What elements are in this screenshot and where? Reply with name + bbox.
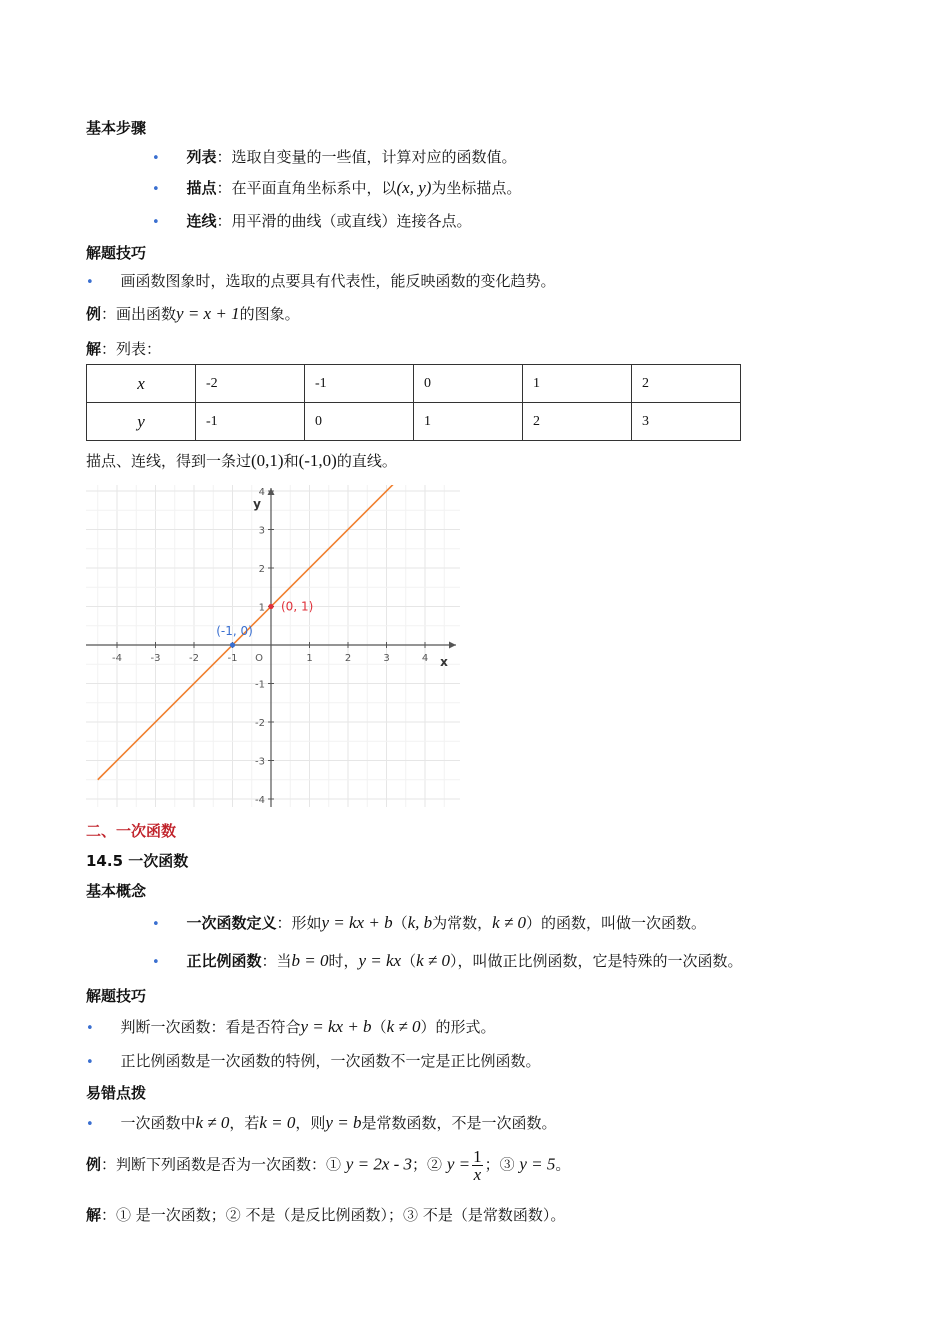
tip-text: 画函数图象时，选取的点要具有代表性，能反映函数的变化趋势。 bbox=[120, 272, 556, 290]
step-text: 为坐标描点。 bbox=[431, 179, 522, 197]
math-formula: k ≠ 0 bbox=[195, 1113, 230, 1132]
table-row bbox=[87, 403, 741, 441]
math-formula: y = bbox=[446, 1154, 471, 1174]
text: （ bbox=[401, 952, 417, 970]
x-tick-label: 3 bbox=[383, 653, 390, 664]
y-tick-label: -3 bbox=[255, 756, 265, 768]
concept-title: 正比例函数 bbox=[186, 952, 262, 970]
x-tick-label: -2 bbox=[189, 653, 199, 664]
table-header-cell: y bbox=[87, 403, 196, 441]
bullet-icon: • bbox=[152, 151, 160, 166]
math-formula: k ≠ 0 bbox=[492, 913, 527, 932]
y-tick-label: 3 bbox=[258, 525, 265, 537]
y-tick-label: 4 bbox=[258, 487, 265, 498]
concept-title: 一次函数定义 bbox=[186, 914, 277, 932]
solution-text: ：① 是一次函数；② 不是（是反比例函数）；③ 不是（是常数函数）。 bbox=[101, 1206, 566, 1224]
function-graph bbox=[86, 485, 460, 807]
text: ），叫做正比例函数，它是特殊的一次函数。 bbox=[450, 952, 743, 970]
list-item bbox=[86, 1112, 556, 1133]
step-title: 列表 bbox=[186, 148, 217, 166]
list-item bbox=[86, 270, 555, 291]
x-tick-label: 2 bbox=[344, 653, 352, 664]
bullet-icon: • bbox=[152, 182, 160, 197]
bullet-icon: • bbox=[152, 917, 160, 932]
solution-text: ：列表： bbox=[101, 340, 162, 358]
tips-heading: 解题技巧 bbox=[86, 244, 147, 262]
step-title: 连线 bbox=[186, 212, 217, 230]
x-tick-label: 1 bbox=[306, 653, 313, 664]
math-formula: k ≠ 0 bbox=[416, 951, 450, 970]
text: 时， bbox=[328, 952, 359, 970]
text: ：判断下列函数是否为一次函数：① bbox=[101, 1155, 346, 1174]
y-tick-label: -1 bbox=[255, 679, 265, 691]
text: （ bbox=[392, 914, 408, 932]
chart-background bbox=[86, 485, 460, 807]
data-point bbox=[230, 642, 235, 647]
text: ）的形式。 bbox=[420, 1018, 496, 1036]
step-text: ：用平滑的曲线（或直线）连接各点。 bbox=[216, 212, 472, 230]
point-label: (-1, 0) bbox=[216, 624, 253, 638]
list-item bbox=[152, 912, 706, 933]
x-tick-label: -1 bbox=[227, 653, 238, 664]
x-axis-label: x bbox=[440, 655, 448, 669]
table-cell: -1 bbox=[305, 365, 414, 403]
y-tick-label: -4 bbox=[255, 795, 265, 806]
fraction bbox=[472, 1148, 483, 1183]
bullet-icon: • bbox=[152, 955, 160, 970]
step-title: 描点 bbox=[186, 179, 217, 197]
text: ；② bbox=[412, 1155, 447, 1174]
text: ）的函数，叫做一次函数。 bbox=[526, 914, 707, 932]
table-row bbox=[87, 365, 741, 403]
text: 为常数， bbox=[432, 914, 493, 932]
x-tick-label: -3 bbox=[150, 653, 161, 664]
value-table bbox=[86, 364, 741, 441]
list-item bbox=[152, 146, 516, 167]
table-cell: -2 bbox=[196, 365, 305, 403]
table-cell: 1 bbox=[523, 365, 632, 403]
table-header-cell: x bbox=[87, 365, 196, 403]
math-point: (-1,0) bbox=[298, 451, 337, 470]
table-cell: 2 bbox=[632, 365, 741, 403]
table-cell: 0 bbox=[414, 365, 523, 403]
section-title: 二、一次函数 bbox=[86, 822, 177, 840]
math-formula: y = 2x - 3 bbox=[345, 1154, 413, 1174]
solution-label: 解 bbox=[86, 340, 102, 358]
table-cell: 2 bbox=[523, 403, 632, 441]
y-tick-label: 2 bbox=[258, 564, 265, 575]
bullet-icon: • bbox=[86, 1117, 94, 1132]
bullet-icon: • bbox=[86, 275, 94, 290]
text: 的直线。 bbox=[336, 452, 397, 470]
text: 是常数函数，不是一次函数。 bbox=[361, 1114, 557, 1132]
list-item bbox=[152, 177, 521, 198]
math-formula: k = 0 bbox=[259, 1113, 296, 1132]
solution bbox=[86, 1204, 565, 1225]
list-item bbox=[86, 1016, 495, 1037]
math-formula: b = 0 bbox=[291, 951, 329, 970]
data-point bbox=[268, 604, 273, 609]
list-item bbox=[152, 950, 743, 971]
example-label: 例 bbox=[86, 305, 102, 323]
example bbox=[86, 303, 300, 324]
y-axis-label: y bbox=[253, 497, 261, 511]
point-label: (0, 1) bbox=[281, 599, 314, 614]
mistakes-heading: 易错点拨 bbox=[86, 1084, 147, 1102]
example-text: ：画出函数 bbox=[101, 305, 177, 323]
example-text: 的图象。 bbox=[239, 305, 300, 323]
text: （ bbox=[371, 1018, 387, 1036]
y-tick-label: 1 bbox=[258, 602, 265, 614]
bullet-icon: • bbox=[86, 1055, 94, 1070]
x-tick-label: -4 bbox=[112, 653, 122, 664]
text: ：当 bbox=[261, 952, 292, 970]
origin-label: O bbox=[255, 653, 263, 664]
bullet-icon: • bbox=[86, 1021, 94, 1036]
text: 。 bbox=[555, 1155, 571, 1174]
y-tick-label: -2 bbox=[255, 718, 265, 729]
steps-heading: 基本步骤 bbox=[86, 119, 147, 137]
x-tick-label: 4 bbox=[421, 653, 429, 664]
table-cell: 0 bbox=[305, 403, 414, 441]
concepts-heading: 基本概念 bbox=[86, 882, 147, 900]
bullet-icon: • bbox=[152, 215, 160, 230]
solution bbox=[86, 338, 161, 359]
solution-label: 解 bbox=[86, 1206, 102, 1224]
math-formula: (x, y) bbox=[396, 178, 432, 197]
math-formula: y = 5 bbox=[519, 1154, 556, 1174]
text: ：形如 bbox=[276, 914, 322, 932]
example-label: 例 bbox=[86, 1155, 102, 1174]
text: ，则 bbox=[295, 1114, 326, 1132]
table-cell: 3 bbox=[632, 403, 741, 441]
math-formula: k ≠ 0 bbox=[386, 1017, 421, 1036]
text: 判断一次函数：看是否符合 bbox=[120, 1018, 301, 1036]
list-item bbox=[152, 210, 471, 231]
math-formula: y = x + 1 bbox=[176, 304, 240, 323]
fraction-numerator: 1 bbox=[473, 1147, 482, 1166]
list-item bbox=[86, 1050, 540, 1071]
math-point: (0,1) bbox=[251, 451, 284, 470]
math-formula: y = kx + b bbox=[300, 1017, 372, 1036]
section-subtitle: 14.5 一次函数 bbox=[86, 852, 189, 870]
text: 和 bbox=[283, 452, 299, 470]
math-formula: k, b bbox=[407, 913, 433, 932]
tips-heading: 解题技巧 bbox=[86, 987, 147, 1005]
math-formula: y = kx bbox=[358, 951, 402, 970]
example bbox=[86, 1148, 570, 1183]
math-formula: y = kx + b bbox=[321, 913, 393, 932]
step-text: ：在平面直角坐标系中，以 bbox=[216, 179, 397, 197]
text: 一次函数中 bbox=[120, 1114, 196, 1132]
step-text: ：选取自变量的一些值，计算对应的函数值。 bbox=[216, 148, 517, 166]
text: 正比例函数是一次函数的特例，一次函数不一定是正比例函数。 bbox=[120, 1052, 541, 1070]
table-cell: 1 bbox=[414, 403, 523, 441]
fraction-denominator: x bbox=[473, 1165, 482, 1184]
math-formula: y = b bbox=[325, 1113, 362, 1132]
text: ，若 bbox=[229, 1114, 260, 1132]
text: 描点、连线，得到一条过 bbox=[86, 452, 252, 470]
after-table-text bbox=[86, 450, 397, 471]
text: ；③ bbox=[484, 1155, 520, 1174]
table-cell: -1 bbox=[196, 403, 305, 441]
